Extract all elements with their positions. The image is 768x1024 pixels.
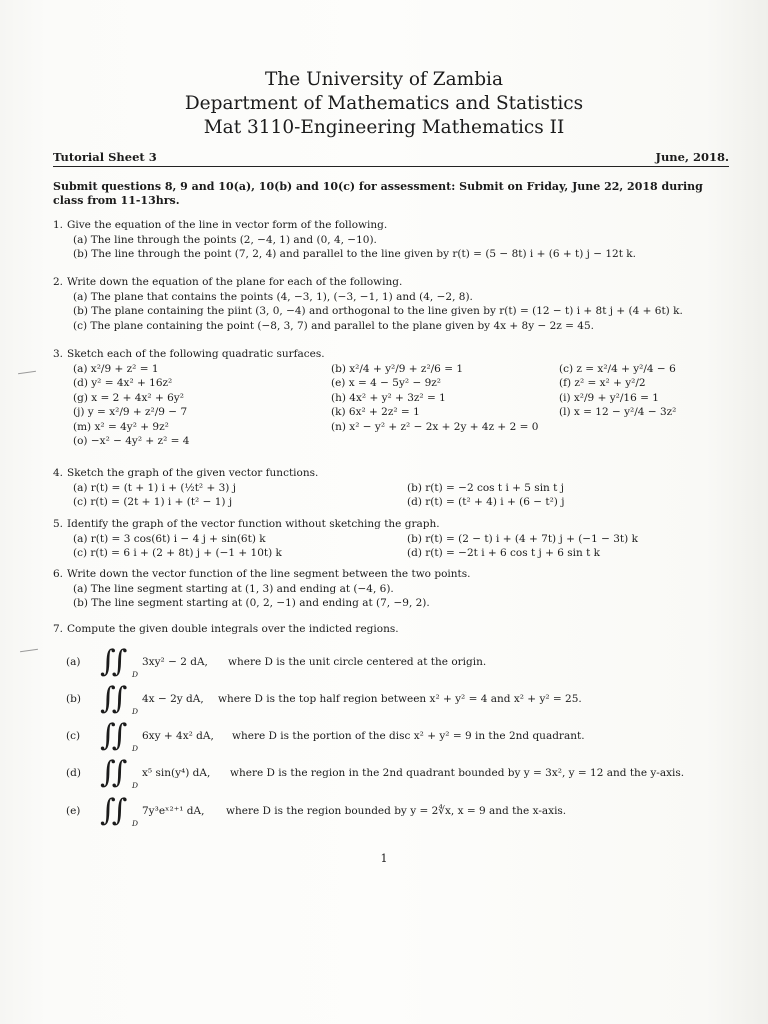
integrand: 7y³eˣ²⁺¹ dA,: [142, 805, 205, 817]
integral-domain: D: [132, 781, 139, 790]
double-integral: [66, 646, 726, 682]
double-integral-sign: ∫∫: [100, 681, 124, 716]
region-description: where D is the region in the 2nd quadrant bounded by y = 3x², y = 12 and the y-axis.: [230, 767, 685, 779]
double-integral-sign: ∫∫: [100, 718, 124, 753]
surface-item: (a) x²/9 + z² = 1: [73, 362, 159, 375]
surface-item: [559, 434, 759, 449]
question-part: (b) The line through the point (7, 2, 4) and parallel to the line given by r(t) = (5 − 8t) i + (6 + t) j − 12t k.: [73, 248, 636, 260]
surface-item: [559, 420, 759, 435]
question-part: (b) The plane containing the piint (3, 0, −4) and orthogonal to the line given by r(t) = (12 − t) i + 8t j + (4 + 6t) k.: [73, 305, 683, 317]
surface-list: [53, 362, 743, 449]
surface-item: (f) z² = x² + y²/2: [559, 377, 646, 389]
question-4: [53, 466, 743, 510]
surface-item: (e) x = 4 − 5y² − 9z²: [331, 377, 442, 389]
double-integral-sign: ∫∫: [100, 755, 124, 790]
course-title: Mat 3110-Engineering Mathematics II: [203, 117, 565, 138]
integral-label: (a): [66, 656, 81, 668]
integral-domain: D: [132, 670, 139, 679]
surface-item: [331, 434, 559, 449]
region-description: where D is the portion of the disc x² + y² = 9 in the 2nd quadrant.: [232, 730, 585, 742]
surface-item: (c) z = x²/4 + y²/4 − 6: [559, 362, 676, 375]
vector-function-item: (a) r(t) = (t + 1) i + (½t² + 3) j: [73, 481, 236, 494]
vector-function-item: (b) r(t) = −2 cos t i + 5 sin t j: [407, 481, 564, 494]
surface-item: (m) x² = 4y² + 9z²: [73, 420, 169, 433]
double-integral-sign: ∫∫: [100, 644, 124, 679]
surface-item: (l) x = 12 − y²/4 − 3z²: [559, 406, 677, 418]
sheet-date: June, 2018.: [655, 150, 729, 164]
integral-domain: D: [132, 819, 139, 828]
question-text: Write down the equation of the plane for each of the following.: [67, 276, 403, 288]
question-text: Identify the graph of the vector function without sketching the graph.: [67, 518, 440, 530]
document-header: [0, 68, 768, 140]
surface-item: (g) x = 2 + 4x² + 6y²: [73, 391, 184, 404]
question-part: (a) The line segment starting at (1, 3) and ending at (−4, 6).: [73, 582, 394, 595]
surface-item: (i) x²/9 + y²/16 = 1: [559, 391, 659, 404]
header-rule: [53, 166, 729, 167]
integral-domain: D: [132, 707, 139, 716]
question-text: Write down the vector function of the line segment between the two points.: [67, 568, 471, 580]
double-integral: [66, 757, 726, 793]
page-number: 1: [380, 852, 388, 865]
vector-function-list: [53, 532, 743, 561]
double-integral: [66, 720, 726, 756]
vector-function-item: (a) r(t) = 3 cos(6t) i − 4 j + sin(6t) k: [73, 532, 266, 545]
vector-function-item: (c) r(t) = (2t + 1) i + (t² − 1) j: [73, 496, 233, 508]
region-description: where D is the region bounded by y = 2∜x, x = 9 and the x-axis.: [226, 805, 567, 817]
question-text: Sketch the graph of the given vector functions.: [67, 467, 319, 479]
vector-function-item: (c) r(t) = 6 i + (2 + 8t) j + (−1 + 10t) k: [73, 547, 282, 559]
question-part: (a) The line through the points (2, −4, 1) and (0, 4, −10).: [73, 233, 377, 246]
question-number: 7.: [53, 623, 64, 635]
question-number: 1.: [53, 219, 64, 231]
integrand: 4x − 2y dA,: [142, 693, 204, 705]
sheet-label: Tutorial Sheet 3: [53, 150, 157, 164]
question-text: Give the equation of the line in vector form of the following.: [67, 219, 388, 231]
surface-item: (k) 6x² + 2z² = 1: [331, 406, 420, 418]
surface-item: (j) y = x²/9 + z²/9 − 7: [73, 406, 188, 418]
vector-function-list: [53, 481, 743, 510]
surface-item: (o) −x² − 4y² + z² = 4: [73, 435, 190, 447]
vector-function-item: (d) r(t) = (t² + 4) i + (6 − t²) j: [407, 496, 565, 508]
integral-label: (e): [66, 805, 81, 817]
pen-mark: [18, 371, 36, 374]
question-number: 3.: [53, 348, 64, 360]
question-5: [53, 517, 743, 561]
integrand: 6xy + 4x² dA,: [142, 730, 214, 742]
surface-item: (b) x²/4 + y²/9 + z²/6 = 1: [331, 362, 464, 375]
question-3: [53, 347, 743, 449]
double-integral-sign: ∫∫: [100, 793, 124, 828]
double-integral: [66, 683, 726, 719]
question-1: [53, 218, 743, 262]
region-description: where D is the unit circle centered at the origin.: [228, 656, 487, 668]
question-number: 2.: [53, 276, 64, 288]
surface-item: (d) y² = 4x² + 16z²: [73, 377, 173, 389]
question-text: Compute the given double integrals over the indicted regions.: [67, 623, 399, 635]
question-number: 6.: [53, 568, 64, 580]
question-2: [53, 275, 743, 333]
question-part: (c) The plane containing the point (−8, 3, 7) and parallel to the plane given by 4x + 8y − 2z = 45.: [73, 319, 594, 332]
region-description: where D is the top half region between x² + y² = 4 and x² + y² = 25.: [218, 693, 582, 705]
university-name: The University of Zambia: [264, 69, 503, 90]
question-number: 4.: [53, 467, 64, 479]
question-6: [53, 567, 743, 611]
integral-label: (b): [66, 693, 81, 705]
question-number: 5.: [53, 518, 64, 530]
vector-function-item: (b) r(t) = (2 − t) i + (4 + 7t) j + (−1 − 3t) k: [407, 532, 638, 545]
double-integral: [66, 795, 726, 831]
surface-item: (n) x² − y² + z² − 2x + 2y + 4z + 2 = 0: [331, 420, 539, 433]
integrand: 3xy² − 2 dA,: [142, 656, 208, 668]
question-part: (a) The plane that contains the points (4, −3, 1), (−3, −1, 1) and (4, −2, 8).: [73, 290, 473, 303]
vector-function-item: (d) r(t) = −2t i + 6 cos t j + 6 sin t k: [407, 547, 601, 559]
integrand: x⁵ sin(y⁴) dA,: [142, 767, 211, 779]
sheet-info-row: [53, 150, 729, 164]
integral-label: (d): [66, 767, 81, 779]
integral-label: (c): [66, 730, 81, 742]
pen-mark: [20, 649, 38, 652]
department-name: Department of Mathematics and Statistics: [184, 93, 584, 114]
question-part: (b) The line segment starting at (0, 2, −1) and ending at (7, −9, 2).: [73, 597, 430, 609]
question-7: [53, 622, 743, 637]
submission-instructions: Submit questions 8, 9 and 10(a), 10(b) and 10(c) for assessment: Submit on Friday, June 22, 2018 during class from 11-13hrs.: [53, 180, 703, 207]
surface-item: (h) 4x² + y² + 3z² = 1: [331, 391, 446, 404]
integral-domain: D: [132, 744, 139, 753]
question-text: Sketch each of the following quadratic surfaces.: [67, 348, 325, 360]
